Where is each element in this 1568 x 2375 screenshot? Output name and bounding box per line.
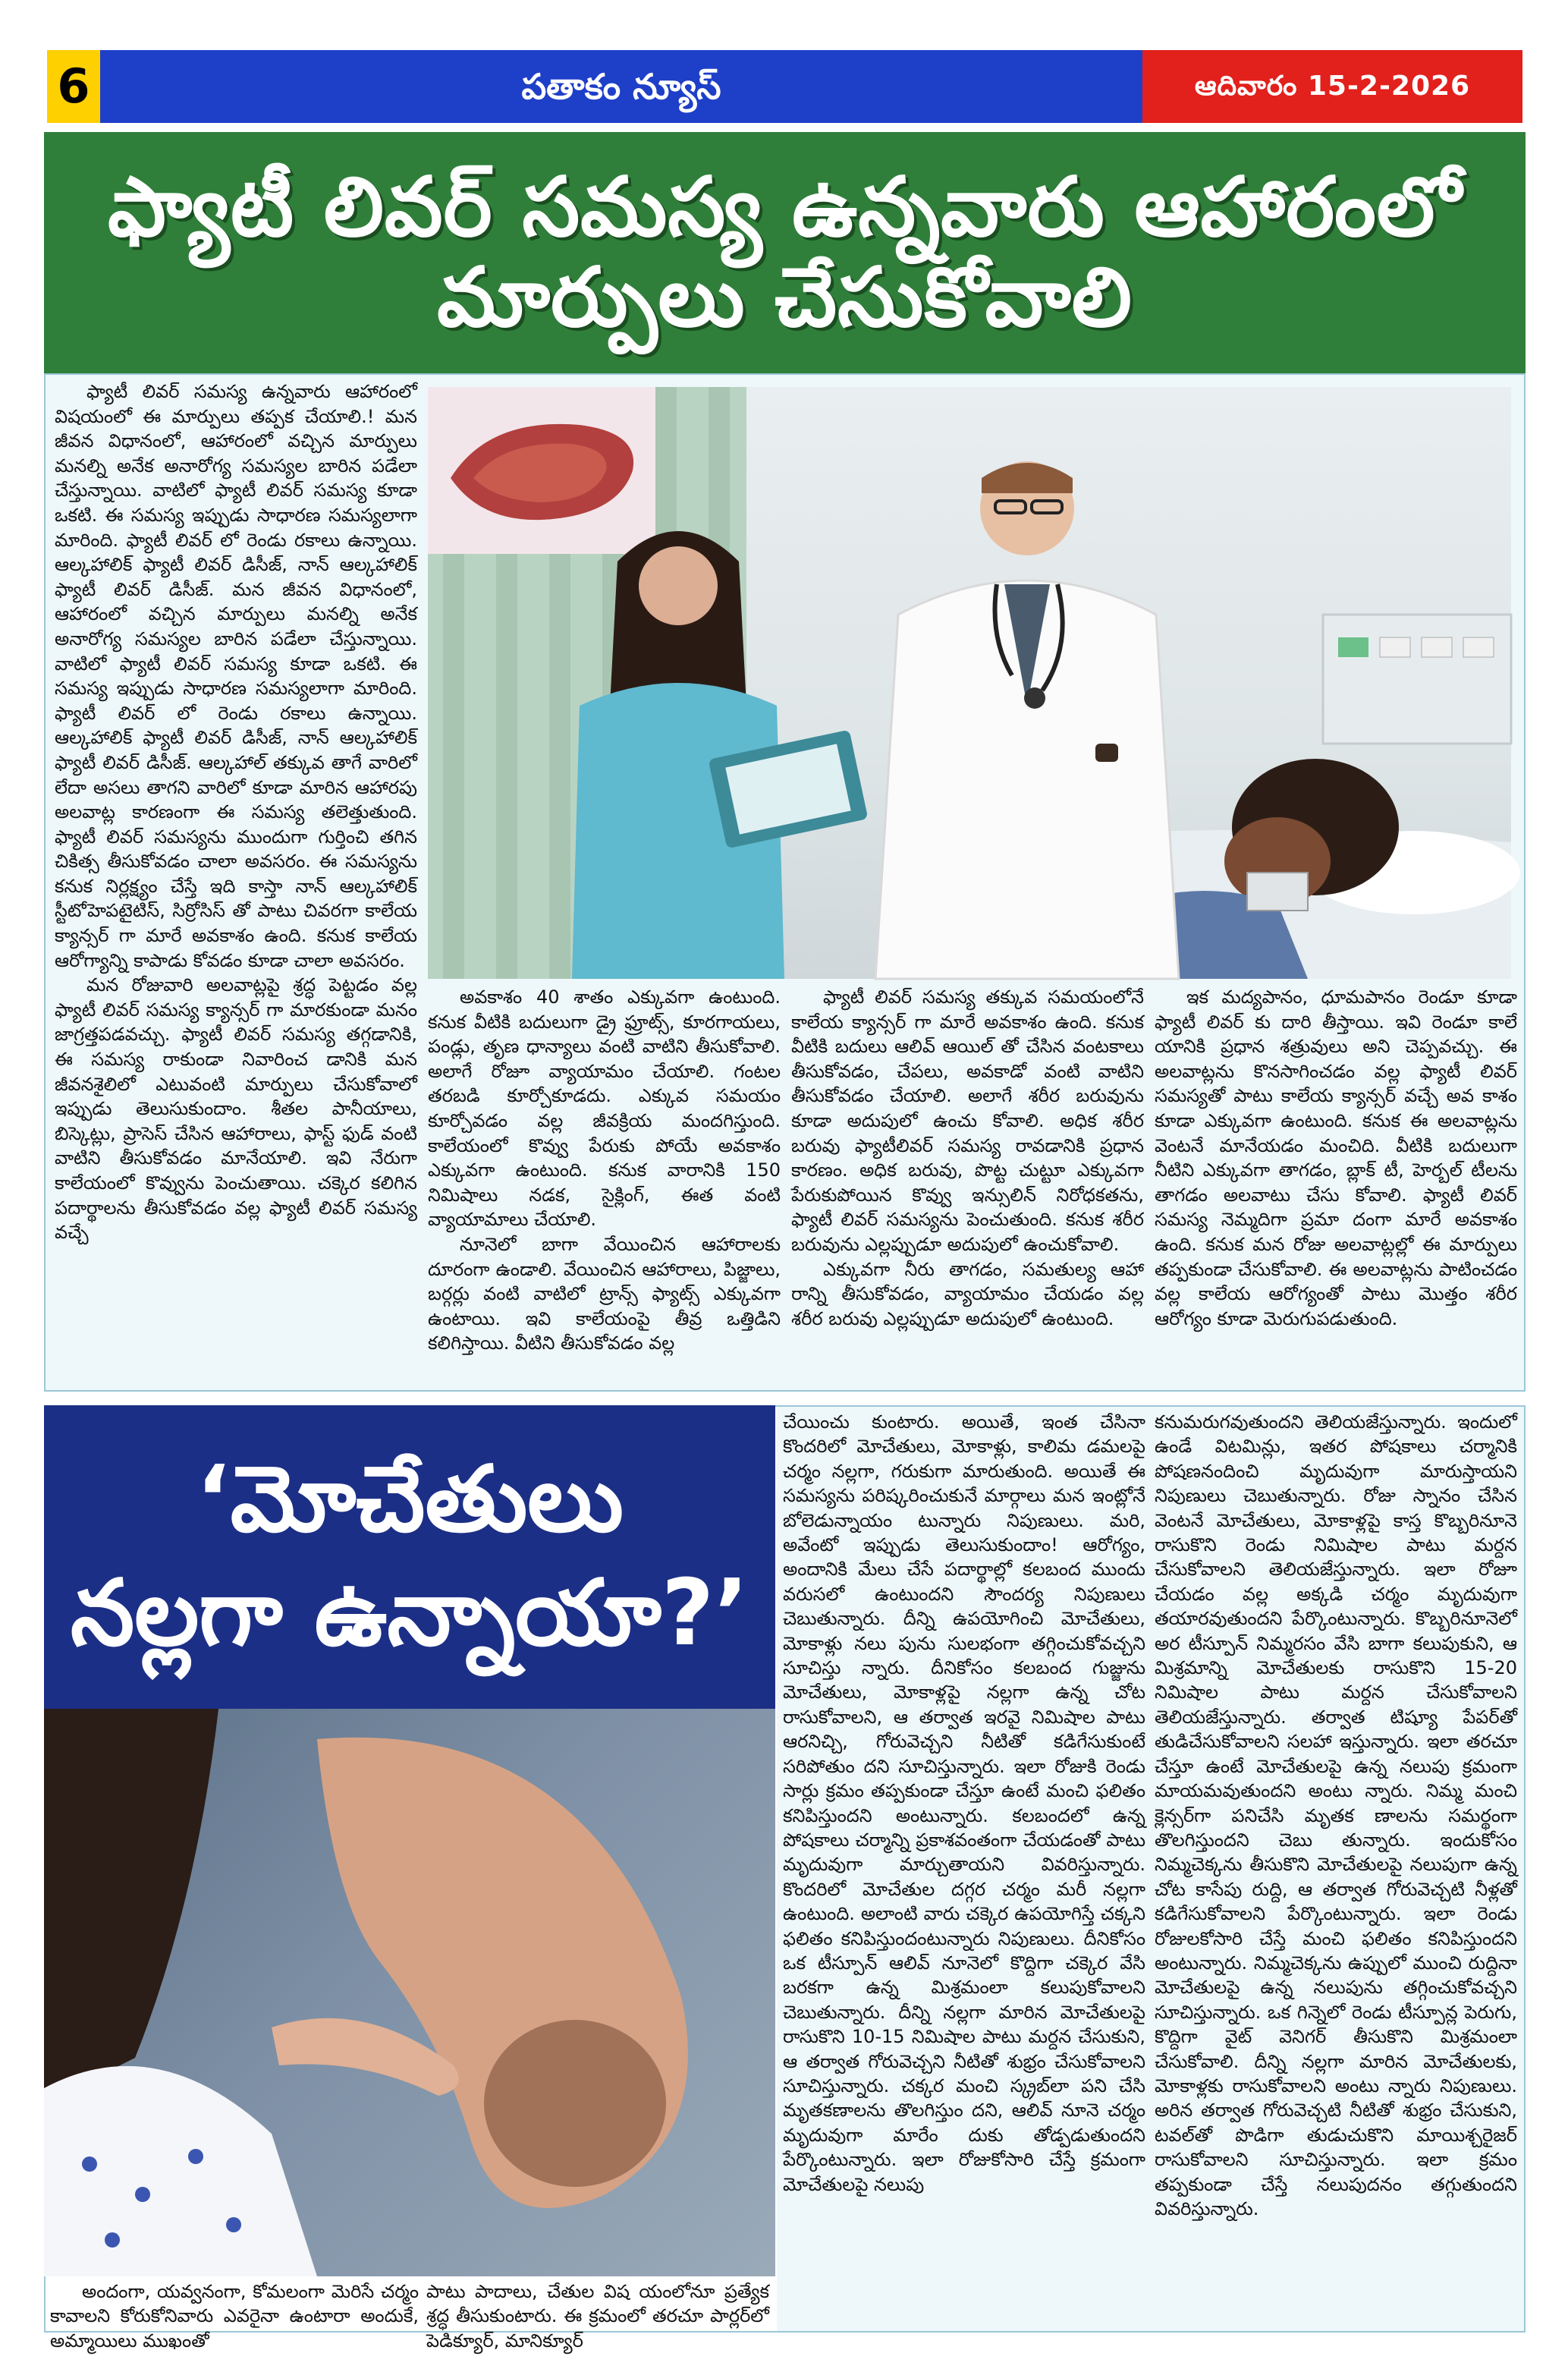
main-headline: ఫ్యాటీ లివర్ సమస్య ఉన్నవారు ఆహారంలో మార్పులు చేసుకోవాలి: [107, 160, 1463, 345]
article2-column-c: [783, 1410, 1145, 2328]
masthead: [47, 50, 1522, 123]
newspaper-name: పతాకం న్యూస్: [100, 50, 1142, 123]
issue-date: ఆదివారం 15-2-2026: [1142, 50, 1522, 123]
article2-col-c-text: చేయించు కుంటారు. అయితే, ఇంత చేసినా కొందరిలో మోచేతులు, మోకాళ్లు, కాలిమ డమలపై చర్మం నల్లగా, గరుకుగా మారుతుంది. అయితే ఈ సమస్యను పరిష్కరించుకునే మార్గాలు మన ఇంట్లోనే బోలెడున్నాయం టున్నారు నిపుణులు. మరి, అవేంటో ఇప్పుడు తెలుసుకుందాం! ఆరోగ్యం, అందానికి మేలు చేసే పదార్థాల్లో కలబంద ముందు వరుసలో ఉంటుందని సౌందర్య నిపుణులు చెబుతున్నారు. దీన్ని ఉపయోగించి మోచేతులు, మోకాళ్లు నలు పును సులభంగా తగ్గించుకోవచ్చని సూచిస్తు న్నారు. దీనికోసం కలబంద గుజ్జును మోచేతులు, మోకాళ్లపై నల్లగా ఉన్న చోట రాసుకోవాలని, ఆ తర్వాత ఇరవై నిమిషాల పాటు ఆరనిచ్చి, గోరువెచ్చని నీటితో కడిగేసుకుంటే సరిపోతుం దని సూచిస్తున్నారు. ఇలా రోజుకి రెండు సార్లు క్రమం తప్పకుండా చేస్తూ ఉంటే మంచి ఫలితం కనిపిస్తుందని అంటున్నారు. కలబందలో ఉన్న పోషకాలు చర్మాన్ని ప్రకాశవంతంగా చేయడంతో పాటు మృదువుగా మార్చుతాయని వివరిస్తున్నారు. కొందరిలో మోచేతుల దగ్గర చర్మం మరీ నల్లగా ఉంటుంది. అలాంటి వారు చక్కెర ఉపయోగిస్తే చక్కని ఫలితం కనిపిస్తుందంటున్నారు నిపుణులు. దీనికోసం ఒక టీస్పూన్ ఆలివ్ నూనెలో కొద్దిగా చక్కెర వేసి బరకగా ఉన్న మిశ్రమంలా కలుపుకోవాలని చెబుతున్నారు. దీన్ని నల్లగా మారిన మోచేతులపై రాసుకొని 10-15 నిమిషాల పాటు మర్దన చేసుకుని, ఆ తర్వాత గోరువెచ్చని నీటితో శుభ్రం చేసుకోవాలని సూచిస్తున్నారు. చక్కర మంచి స్క్రబ్‌లా పని చేసి మృతకణాలను తొలగిస్తుం దని, ఆలివ్ నూనె చర్మం మృదువుగా మారేం దుకు తోడ్పడుతుందని పేర్కొంటున్నారు. ఇలా రోజుకోసారి చేస్తే క్రమంగా మోచేతులపై నలుపు: [783, 1411, 1145, 2195]
article1-col1-para1: ఫ్యాటీ లివర్ సమస్య ఉన్నవారు ఆహారంలో విషయంలో ఈ మార్పులు తప్పక చేయాలి.! మన జీవన విధానంలో, ఆహారంలో వచ్చిన మార్పులు మనల్ని అనేక అనారోగ్య సమస్యల బారిన పడేలా చేస్తున్నాయి. వాటిలో ఫ్యాటీ లివర్ సమస్య కూడా ఒకటి. ఈ సమస్య ఇప్పుడు సాధారణ సమస్యలాగా మారింది. ఫ్యాటీ లివర్ లో రెండు రకాలు ఉన్నాయి. ఆల్కహాలిక్ ఫ్యాటీ లివర్ డిసీజ్, నాన్ ఆల్కహాలిక్ ఫ్యాటీ లివర్ డిసీజ్. మన జీవన విధానంలో, ఆహారంలో వచ్చిన మార్పులు మనల్ని అనేక అనారోగ్య సమస్యల బారిన పడేలా చేస్తున్నాయి. వాటిలో ఫ్యాటీ లివర్ సమస్య కూడా ఒకటి. ఈ సమస్య ఇప్పుడు సాధారణ సమస్యలాగా మారింది. ఫ్యాటీ లివర్ లో రెండు రకాలు ఉన్నాయి. ఆల్కహాలిక్ ఫ్యాటీ లివర్ డిసీజ్, నాన్ ఆల్కహాలిక్ ఫ్యాటీ లివర్ డిసీజ్. ఆల్కహాల్ తక్కువ తాగే వారిలో లేదా అసలు తాగని వారిలో కూడా మారిన ఆహారపు అలవాట్ల కారణంగా ఈ సమస్య తలెత్తుతుంది. ఫ్యాటీ లివర్ సమస్యను ముందుగా గుర్తించి తగిన చికిత్స తీసుకోవడం చాలా అవసరం. ఈ సమస్యను కనుక నిర్లక్ష్యం చేస్తే ఇది కాస్తా నాన్ ఆల్కహాలిక్ స్టీటోహెపటైటిస్, సిర్రోసిస్ తో పాటు చివరగా కాలేయ క్యాన్సర్ గా మారే అవకాశం ఉంది. కనుక కాలేయ ఆరోగ్యాన్ని కాపాడు కోవడం కూడా చాలా అవసరం.: [55, 381, 417, 971]
article1-column-4: [1155, 985, 1517, 1383]
article2-col-b-text: పాటు పాదాలు, చేతుల విష యంలోనూ ప్రత్యేక శ్రద్ధ తీసుకుంటారు. ఈ క్రమంలో తరచూ పార్లర్‌లో పెడిక్యూర్, మానిక్యూర్: [426, 2281, 769, 2351]
article2-col-a-text: అందంగా, యవ్వనంగా, కోమలంగా మెరిసే చర్మం కావాలని కోరుకోనివారు ఎవరైనా ఉంటారా అందుకే, అమ్మాయిలు ముఖంతో: [50, 2281, 419, 2351]
article2-col-d-text: కనుమరుగవుతుందని తెలియజేస్తున్నారు. ఇందులో ఉండే విటమిన్లు, ఇతర పోషకాలు చర్మానికి పోషణనందించి మృదువుగా మారుస్తాయని నిపుణులు చెబుతున్నారు. రోజు స్నానం చేసిన వెంటనే మోచేతులు, మోకాళ్లపై కాస్త కొబ్బరినూనె రాసుకొని రెండు నిమిషాల పాటు మర్దన చేసుకోవాలని తెలియజేస్తున్నారు. ఇలా రోజూ చేయడం వల్ల అక్కడి చర్మం మృదువుగా తయారవుతుందని పేర్కొంటున్నారు. కొబ్బరినూనెలో అర టీస్పూన్ నిమ్మరసం వేసి బాగా కలుపుకుని, ఆ మిశ్రమాన్ని మోచేతులకు రాసుకొని 15-20 నిమిషాల పాటు మర్దన చేసుకోవాలని తెలియజేస్తున్నారు. తర్వాత టిష్యూ పేపర్‌తో తుడిచేసుకోవాలని సలహా ఇస్తున్నారు. ఇలా తరచూ చేస్తూ ఉంటే మోచేతులపై ఉన్న నలుపు క్రమంగా మాయమవుతుందని అంటు న్నారు. నిమ్మ మంచి క్లెన్సర్‌గా పనిచేసి మృతక ణాలను సమర్థంగా తొలగిస్తుందని చెబు తున్నారు. ఇందుకోసం నిమ్మచెక్కను తీసుకొని మోచేతులపై నలుపుగా ఉన్న చోట కాసేపు రుద్ది, ఆ తర్వాత గోరువెచ్చటి నీళ్లతో కడిగేసుకోవాలని పేర్కొంటున్నారు. ఇలా రెండు రోజులకోసారి చేస్తే మంచి ఫలితం కనిపిస్తుందని అంటున్నారు. నిమ్మచెక్కను ఉప్పులో ముంచి రుద్దినా మోచేతులపై ఉన్న నలుపును తగ్గించుకోవచ్చని సూచిస్తున్నారు. ఒక గిన్నెలో రెండు టీస్పూన్ల పెరుగు, కొద్దిగా వైట్ వెనిగర్ తీసుకొని మిశ్రమంలా చేసుకోవాలి. దీన్ని నల్లగా మారిన మోచేతులకు, మోకాళ్లకు రాసుకోవాలని అంటు న్నారు నిపుణులు. అరిన తర్వాత గోరువెచ్చటి నీటితో శుభ్రం చేసుకుని, టవల్‌తో పొడిగా తుడుచుకొని మాయిశ్చరైజర్ రాసుకోవాలని సూచిస్తున్నారు. ఇలా క్రమం తప్పకుండా చేస్తే నలుపుదనం తగ్గుతుందని వివరిస్తున్నారు.: [1155, 1411, 1517, 2219]
article1-column-2: [428, 985, 781, 1383]
article1-col3-para1: ఫ్యాటీ లివర్ సమస్య తక్కువ సమయంలోనే కాలేయ క్యాన్సర్ గా మారే అవకాశం ఉంది. కనుక వీటికి బదులు ఆలివ్ ఆయిల్ తో చేసిన వంటకాలు తీసుకోవడం, చేపలు, అవకాడో వంటి వాటిని తీసుకోవడం చేయాలి. అలాగే శరీర బరువును కూడా అదుపులో ఉంచు కోవాలి. అధిక శరీర బరువు ఫ్యాటీలివర్ సమస్య రావడానికి ప్రధాన కారణం. అధిక బరువు, పొట్ట చుట్టూ ఎక్కువగా పేరుకుపోయిన కొవ్వు ఇన్సులిన్ నిరోధకతను, ఫ్యాటీ లివర్ సమస్యను పెంచుతుంది. కనుక శరీర బరువును ఎల్లప్పుడూ అదుపులో ఉంచుకోవాలి.: [791, 986, 1144, 1255]
article1-col2-para1: అవకాశం 40 శాతం ఎక్కువగా ఉంటుంది. కనుక వీటికి బదులుగా డ్రై ఫ్రూట్స్, కూరగాయలు, పండ్లు, తృణ ధాన్యాలు వంటి వాటిని తీసుకోవాలి. అలాగే రోజూ వ్యాయామం చేయాలి. గంటల తరబడి కూర్చోకూడదు. ఎక్కువ సమయం కూర్చోవడం వల్ల జీవక్రియ మందగిస్తుంది. కాలేయంలో కొవ్వు పేరుకు పోయే అవకాశం ఎక్కువగా ఉంటుంది. కనుక వారానికి 150 నిమిషాలు నడక, సైక్లింగ్, ఈత వంటి వ్యాయామాలు చేయాలి.: [428, 986, 781, 1231]
article2-headline-line2: నల్లగా ఉన్నాయా?’: [70, 1561, 749, 1666]
article2-column-b: [426, 2279, 769, 2351]
article2-column-a: [50, 2279, 419, 2351]
elbow-photo: [44, 1709, 775, 2276]
hospital-illustration: [428, 387, 1511, 979]
hospital-photo: [428, 387, 1511, 979]
article1-col1-para2: మన రోజువారి అలవాట్లపై శ్రద్ధ పెట్టడం వల్ల ఫ్యాటీ లివర్ సమస్య క్యాన్సర్ గా మారకుండా మనం జాగ్రత్తపడవచ్చు. ఫ్యాటీ లివర్ సమస్య తగ్గడానికి, ఈ సమస్య రాకుండా నివారించ డానికి మన జీవనశైలిలో ఎటువంటి మార్పులు చేసుకోవాలో ఇప్పుడు తెలుసుకుందాం. శీతల పానీయాలు, బిస్కెట్లు, ప్రాసెస్ చేసిన ఆహారాలు, ఫాస్ట్ ఫుడ్ వంటి వాటిని తీసుకోవడం మానేయాలి. ఇవి నేరుగా కాలేయంలో కొవ్వును పెంచుతాయి. చక్కెర కలిగిన పదార్థాలను తీసుకోవడం వల్ల ఫ్యాటీ లివర్ సమస్య వచ్చే: [55, 974, 417, 1244]
article2-headline-banner: [44, 1405, 775, 1709]
headline-banner: [44, 132, 1526, 375]
article1-column-1: [55, 379, 417, 1383]
article2-headline-line1: ‘మోచేతులు: [196, 1447, 624, 1552]
article1-col4-para1: ఇక మద్యపానం, ధూమపానం రెండూ కూడా ఫ్యాటీ లివర్ కు దారి తీస్తాయి. ఇవి రెండూ కాలే యానికి ప్రధాన శత్రువులు అని చెప్పవచ్చు. ఈ అలవాట్లను కొనసాగించడం వల్ల ఫ్యాటీ లివర్ సమస్యతో పాటు కాలేయ క్యాన్సర్ వచ్చే అవ కాశం కూడా ఎక్కువగా ఉంటుంది. కనుక ఈ అలవాట్లను వెంటనే మానేయడం మంచిది. వీటికి బదులుగా నీటిని ఎక్కువగా తాగడం, బ్లాక్ టీ, హెర్బల్ టీలను తాగడం అలవాటు చేసు కోవాలి. ఫ్యాటీ లివర్ సమస్య నెమ్మదిగా ప్రమా దంగా మారే అవకాశం ఉంది. కనుక మన రోజు అలవాట్లల్లో ఈ మార్పులు తప్పకుండా చేసుకోవాలి. ఈ అలవాట్లను పాటించడం వల్ల కాలేయ ఆరోగ్యంతో పాటు మొత్తం శరీర ఆరోగ్యం కూడా మెరుగుపడుతుంది.: [1155, 986, 1517, 1329]
page-number: 6: [47, 50, 100, 123]
article1-col2-para2: నూనెలో బాగా వేయించిన ఆహారాలకు దూరంగా ఉండాలి. వేయించిన ఆహారాలు, పిజ్జాలు, బర్గర్లు వంటి వాటిలో ట్రాన్స్ ఫ్యాట్స్ ఎక్కువగా ఉంటాయి. ఇవి కాలేయంపై తీవ్ర ఒత్తిడిని కలిగిస్తాయి. వీటిని తీసుకోవడం వల్ల: [428, 1233, 781, 1354]
article2-column-d: [1155, 1410, 1517, 2328]
article1-column-3: [791, 985, 1144, 1383]
article1-col3-para2: ఎక్కువగా నీరు తాగడం, సమతుల్య ఆహా రాన్ని తీసుకోవడం, వ్యాయామం చేయడం వల్ల శరీర బరువు ఎల్లప్పుడూ అదుపులో ఉంటుంది.: [791, 1258, 1144, 1329]
elbow-illustration: [44, 1709, 775, 2276]
